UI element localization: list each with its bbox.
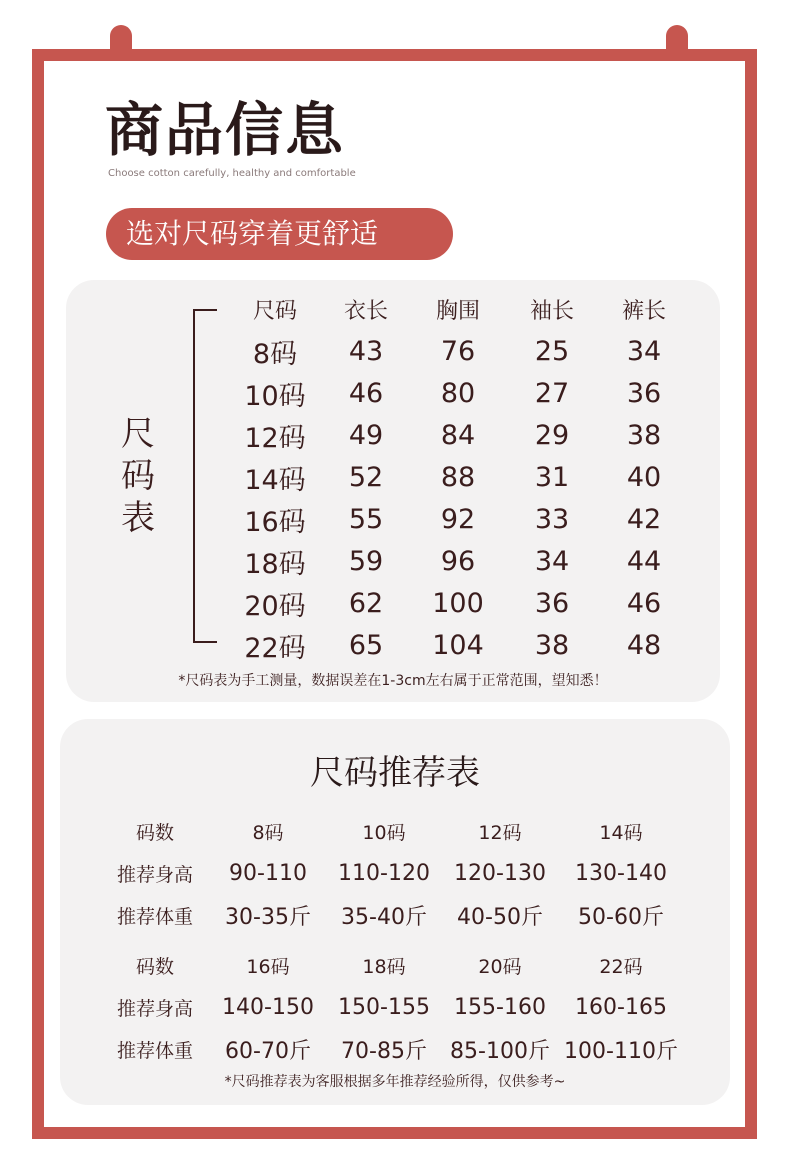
table-cell: 38	[626, 419, 662, 451]
row-label: 推荐体重	[116, 905, 193, 928]
table-row	[100, 944, 684, 986]
table-cell: 12码	[244, 422, 306, 454]
table-cell: 38	[534, 629, 570, 661]
table-cell: 10码	[244, 380, 306, 412]
table-cell: 25	[534, 335, 570, 367]
table-cell: 155-160	[454, 994, 546, 1020]
table-cell: 10码	[362, 821, 406, 844]
table-row	[230, 414, 688, 456]
column-header: 衣长	[343, 298, 388, 324]
table-cell: 12码	[478, 821, 522, 844]
table-row	[100, 852, 684, 894]
table-cell: 43	[348, 335, 384, 367]
table-cell: 96	[440, 545, 476, 577]
table-cell: 62	[348, 587, 384, 619]
table-cell: 40	[626, 461, 662, 493]
table-cell: 18码	[244, 548, 306, 580]
recommend-table-1	[100, 810, 684, 936]
table-cell: 18码	[362, 955, 406, 978]
page-title: 商品信息	[105, 96, 346, 164]
table-cell: 70-85斤	[341, 1038, 427, 1064]
table-cell: 27	[534, 377, 570, 409]
table-cell: 33	[534, 503, 570, 535]
table-cell: 84	[440, 419, 476, 451]
table-cell: 65	[348, 629, 384, 661]
table-cell: 29	[534, 419, 570, 451]
table-row	[100, 894, 684, 936]
table-cell: 44	[626, 545, 662, 577]
size-chart-side-label	[118, 413, 158, 539]
table-cell: 36	[626, 377, 662, 409]
table-cell: 8码	[252, 821, 284, 844]
side-label-char: 尺	[121, 414, 155, 454]
table-cell: 16码	[246, 955, 290, 978]
table-cell: 42	[626, 503, 662, 535]
table-cell: 150-155	[338, 994, 430, 1020]
table-cell: 110-120	[338, 860, 430, 886]
table-row	[230, 456, 688, 498]
row-label: 推荐体重	[116, 1039, 193, 1062]
table-cell: 130-140	[575, 860, 667, 886]
table-cell: 20码	[244, 590, 306, 622]
recommend-table-2	[100, 944, 684, 1070]
table-cell: 35-40斤	[341, 904, 427, 930]
table-cell: 100-110斤	[564, 1038, 678, 1064]
table-cell: 31	[534, 461, 570, 493]
column-header: 胸围	[435, 298, 480, 324]
column-header: 尺码	[252, 298, 297, 324]
table-cell: 76	[440, 335, 476, 367]
size-tip-banner: 选对尺码穿着更舒适	[106, 208, 453, 260]
table-cell: 8码	[252, 338, 298, 370]
row-label: 码数	[135, 821, 174, 844]
table-cell: 88	[440, 461, 476, 493]
table-row	[230, 498, 688, 540]
table-row	[230, 540, 688, 582]
table-cell: 55	[348, 503, 384, 535]
table-cell: 16码	[244, 506, 306, 538]
table-cell: 22码	[599, 955, 643, 978]
page-subtitle: Choose cotton carefully, healthy and comfortable	[108, 168, 356, 179]
row-label: 推荐身高	[116, 863, 193, 886]
table-cell: 80	[440, 377, 476, 409]
table-cell: 22码	[244, 632, 306, 664]
table-row	[230, 624, 688, 666]
table-cell: 49	[348, 419, 384, 451]
size-chart-table	[230, 288, 688, 666]
table-cell: 20码	[478, 955, 522, 978]
table-cell: 14码	[244, 464, 306, 496]
table-cell: 50-60斤	[578, 904, 664, 930]
table-cell: 30-35斤	[225, 904, 311, 930]
side-label-char: 码	[121, 456, 155, 496]
table-cell: 140-150	[222, 994, 314, 1020]
table-cell: 36	[534, 587, 570, 619]
table-cell: 100	[432, 587, 484, 619]
bracket-divider	[193, 309, 217, 643]
table-row	[230, 582, 688, 624]
table-cell: 46	[626, 587, 662, 619]
table-cell: 48	[626, 629, 662, 661]
table-cell: 120-130	[454, 860, 546, 886]
table-cell: 160-165	[575, 994, 667, 1020]
recommend-note: *尺码推荐表为客服根据多年推荐经验所得，仅供参考~	[224, 1074, 566, 1090]
table-cell: 34	[626, 335, 662, 367]
row-label: 推荐身高	[116, 997, 193, 1020]
table-row	[230, 330, 688, 372]
recommend-title: 尺码推荐表	[310, 753, 480, 793]
table-cell: 34	[534, 545, 570, 577]
table-cell: 52	[348, 461, 384, 493]
table-cell: 46	[348, 377, 384, 409]
table-cell: 90-110	[229, 860, 307, 886]
table-row	[100, 810, 684, 852]
table-cell: 92	[440, 503, 476, 535]
size-chart-note: *尺码表为手工测量，数据误差在1-3cm左右属于正常范围，望知悉！	[178, 673, 608, 689]
table-header-row	[230, 288, 688, 330]
table-row	[100, 986, 684, 1028]
table-cell: 85-100斤	[450, 1038, 550, 1064]
table-row	[230, 372, 688, 414]
side-label-char: 表	[121, 498, 155, 538]
column-header: 裤长	[621, 298, 666, 324]
column-header: 袖长	[529, 298, 574, 324]
table-row	[100, 1028, 684, 1070]
table-cell: 14码	[599, 821, 643, 844]
row-label: 码数	[135, 955, 174, 978]
table-cell: 104	[432, 629, 484, 661]
table-cell: 40-50斤	[457, 904, 543, 930]
table-cell: 60-70斤	[225, 1038, 311, 1064]
table-cell: 59	[348, 545, 384, 577]
